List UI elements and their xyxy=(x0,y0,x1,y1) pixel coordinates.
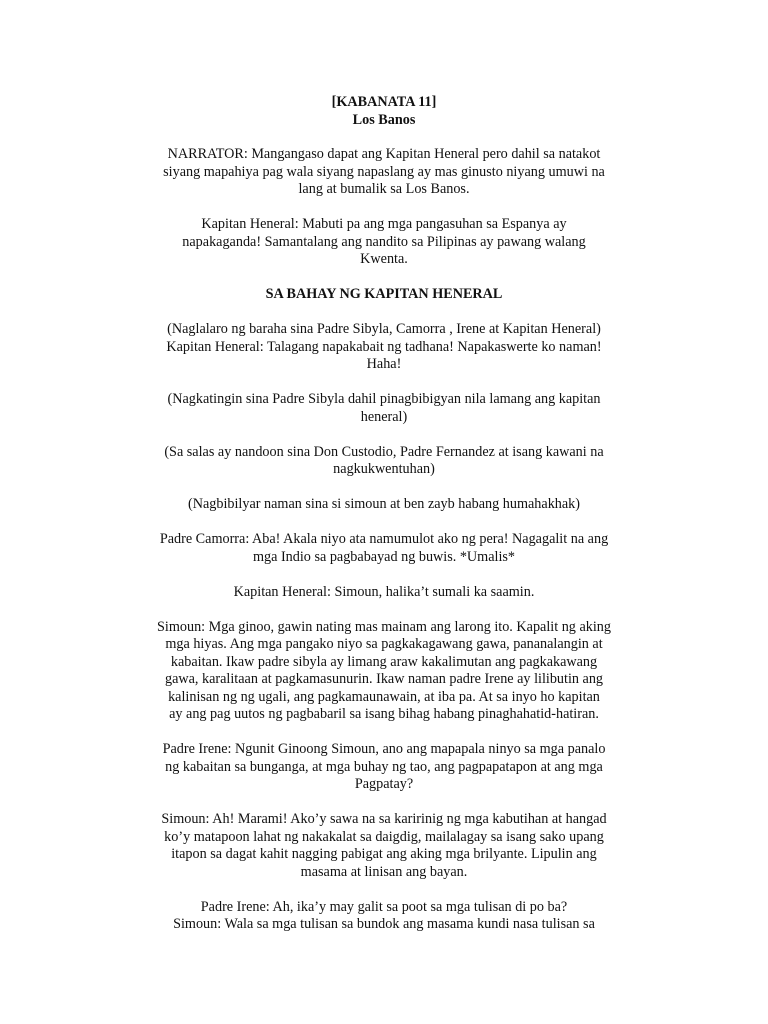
dialogue-paragraph: Simoun: Ah! Marami! Ako’y sawa na sa karirinig ng mga kabutihan at hangad ko’y matapoon lahat ng nakakalat sa daigdig, mailalagay sa isang sako upang itapon sa dagat kahit nagging pabigat ang aking mga brilyante. Lipulin ang masama at linisan ang bayan. xyxy=(161,811,607,880)
stage-direction: (Nagbibilyar naman sina si simoun at ben zayb habang humahakhak) xyxy=(187,496,580,512)
narrator-paragraph: NARRATOR: Mangangaso dapat ang Kapitan Heneral pero dahil sa natakot siyang mapahiya pag wala siyang napaslang ay mas ginusto niyang umuwi na lang at bumalik sa Los Banos. xyxy=(163,146,605,197)
dialogue-paragraph: Padre Camorra: Aba! Akala niyo ata namumulot ako ng pera! Nagagalit na ang mga Indio sa pagbabayad ng buwis. *Umalis* xyxy=(159,531,609,565)
chapter-title: [KABANATA 11] xyxy=(331,94,437,110)
document-page xyxy=(140,94,628,951)
dialogue-paragraph: Kapitan Heneral: Mabuti pa ang mga pangasuhan sa Espanya ay napakaganda! Samantalang ang nandito sa Pilipinas ay pawang walang Kwenta. xyxy=(182,216,586,267)
dialogue-paragraph: Padre Irene: Ah, ika’y may galit sa poot sa mga tulisan di po ba? xyxy=(200,898,568,915)
stage-direction: (Naglalaro ng baraha sina Padre Sibyla, Camorra , Irene at Kapitan Heneral) xyxy=(167,321,601,337)
dialogue-paragraph: Simoun: Mga ginoo, gawin nating mas mainam ang larong ito. Kapalit ng aking mga hiyas. Ang mga pangako niyo sa pagkakagawang gawa, pananalangin at kabaitan. Ikaw padre sibyla ay limang araw kakalimutan ang pagkakawang gawa, karalitaan at pagkamasunurin. Ikaw naman padre Irene ay lilibutin ang kalinisan ng ng ugali, ang pagkamaunawain, at iba pa. At sa inyo ho kapitan ay ang pag uutos ng pagbabaril sa isang bihag habang pinaghahatid-hatiran. xyxy=(157,618,611,722)
stage-direction: (Sa salas ay nandoon sina Don Custodio, Padre Fernandez at isang kawani na nagkukwentuhan) xyxy=(164,443,604,477)
dialogue-paragraph: Padre Irene: Ngunit Ginoong Simoun, ano ang mapapala ninyo sa mga panalo ng kabaitan sa bunganga, at mga buhay ng tao, ang pagpapatapon at ang mga Pagpatay? xyxy=(162,741,606,792)
stage-direction: (Nagkatingin sina Padre Sibyla dahil pinagbibigyan nila lamang ang kapitan heneral) xyxy=(167,391,601,425)
scene-heading: SA BAHAY NG KAPITAN HENERAL xyxy=(265,286,503,302)
dialogue-paragraph: Kapitan Heneral: Talagang napakabait ng tadhana! Napakaswerte ko naman! Haha! xyxy=(166,338,602,372)
dialogue-paragraph: Kapitan Heneral: Simoun, halika’t sumali ka saamin. xyxy=(233,583,535,600)
dialogue-paragraph: Simoun: Wala sa mga tulisan sa bundok ang masama kundi nasa tulisan sa xyxy=(173,916,595,932)
chapter-subtitle: Los Banos xyxy=(352,111,416,128)
